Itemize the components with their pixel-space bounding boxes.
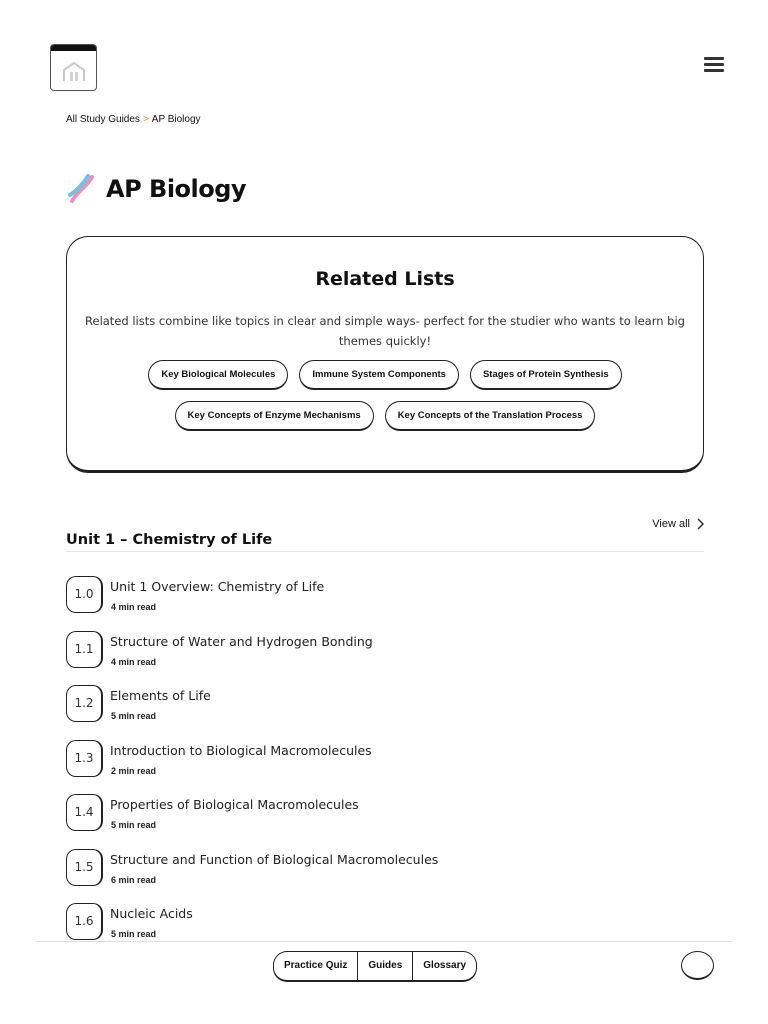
topic-item[interactable]	[66, 794, 566, 834]
page-title-text: AP Biology	[106, 175, 247, 203]
menu-line	[704, 69, 724, 72]
chip-key-concepts-translation-process[interactable]: Key Concepts of the Translation Process	[385, 401, 596, 431]
chip-key-biological-molecules[interactable]: Key Biological Molecules	[148, 360, 288, 390]
topic-item[interactable]	[66, 849, 566, 889]
menu-line	[704, 63, 724, 66]
topic-title: Properties of Biological Macromolecules	[110, 797, 359, 812]
topic-item[interactable]	[66, 740, 566, 780]
bottom-nav-bar	[36, 941, 732, 1024]
chip-immune-system-components[interactable]: Immune System Components	[299, 360, 459, 390]
topic-number-badge: 1.0	[66, 576, 103, 613]
view-all-label: View all	[652, 518, 690, 530]
topic-number-badge: 1.1	[66, 631, 103, 668]
circle-button[interactable]	[681, 951, 714, 980]
topic-item[interactable]	[66, 685, 566, 725]
topic-title: Structure and Function of Biological Macromolecules	[110, 852, 439, 867]
related-lists-description: Related lists combine like topics in clear and simple ways- perfect for the studier who wants to learn big themes quickly!	[85, 314, 685, 348]
topic-read-time: 4 min read	[111, 657, 157, 667]
topic-read-time: 6 min read	[111, 875, 157, 885]
breadcrumb	[66, 114, 201, 125]
topic-number-badge: 1.4	[66, 794, 103, 831]
view-all-link[interactable]	[652, 518, 704, 530]
breadcrumb-separator: >	[142, 114, 149, 125]
related-lists-chips	[67, 360, 703, 431]
topic-item[interactable]	[66, 631, 566, 671]
topic-title: Nucleic Acids	[110, 906, 193, 921]
topic-read-time: 5 min read	[111, 820, 157, 830]
topic-read-time: 2 min read	[111, 766, 157, 776]
page-title	[66, 173, 246, 205]
bottom-tabs	[273, 951, 477, 982]
topic-item[interactable]	[66, 903, 566, 943]
dna-icon	[66, 173, 98, 205]
topic-number-badge: 1.3	[66, 740, 103, 777]
topic-title: Unit 1 Overview: Chemistry of Life	[110, 579, 325, 594]
tab-glossary[interactable]: Glossary	[423, 960, 467, 971]
site-logo[interactable]	[50, 44, 97, 91]
hamburger-menu-icon[interactable]	[704, 57, 724, 75]
topic-number-badge: 1.2	[66, 685, 103, 722]
logo-top-bar	[50, 44, 97, 51]
related-lists-card	[66, 236, 704, 473]
topic-title: Introduction to Biological Macromolecules	[110, 743, 372, 758]
chevron-right-icon	[696, 518, 704, 530]
topic-number-badge: 1.5	[66, 849, 103, 886]
topic-title: Elements of Life	[110, 688, 211, 703]
chip-stages-of-protein-synthesis[interactable]: Stages of Protein Synthesis	[470, 360, 622, 390]
topic-read-time: 4 min read	[111, 602, 157, 612]
topic-read-time: 5 min read	[111, 929, 157, 939]
related-lists-title: Related Lists	[315, 268, 455, 290]
unit-header	[66, 515, 704, 552]
unit-title: Unit 1 – Chemistry of Life	[66, 532, 273, 548]
breadcrumb-all-study-guides[interactable]: All Study Guides	[66, 114, 140, 125]
chip-key-concepts-enzyme-mechanisms[interactable]: Key Concepts of Enzyme Mechanisms	[175, 401, 374, 431]
menu-line	[704, 57, 724, 60]
topic-item[interactable]	[66, 576, 566, 616]
tab-guides[interactable]: Guides	[358, 952, 413, 980]
topic-read-time: 5 min read	[111, 711, 157, 721]
building-logo-icon	[61, 60, 87, 82]
topic-title: Structure of Water and Hydrogen Bonding	[110, 634, 373, 649]
topic-number-badge: 1.6	[66, 903, 103, 940]
breadcrumb-ap-biology[interactable]: AP Biology	[151, 114, 201, 125]
tab-practice-quiz[interactable]: Practice Quiz	[274, 952, 358, 980]
